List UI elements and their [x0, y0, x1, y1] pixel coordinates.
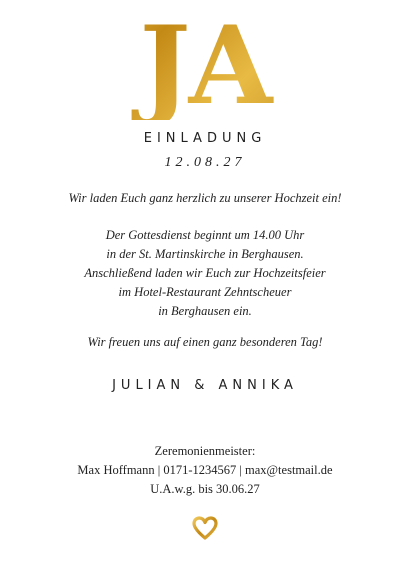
details-line: Der Gottesdienst beginnt um 14.00 Uhr [105, 228, 305, 242]
contact-block [0, 442, 410, 499]
details-line: Anschließend laden wir Euch zur Hochzeitsfeier [84, 266, 326, 280]
contact-title: Zeremonienmeister: [154, 444, 256, 458]
details-line: im Hotel-Restaurant Zehntscheuer [118, 285, 292, 299]
invitation-heading: EINLADUNG [143, 131, 267, 146]
monogram: JA [0, 12, 410, 120]
ceremony-details [0, 226, 410, 321]
closing-text: Wir freuen uns auf einen ganz besonderen Tag! [87, 335, 323, 349]
couple-names: JULIAN & ANNIKA [112, 378, 298, 393]
intro-text: Wir laden Euch ganz herzlich zu unserer Hochzeit ein! [68, 191, 342, 205]
wedding-date: 12.08.27 [164, 155, 246, 170]
contact-line: Max Hoffmann | 0171-1234567 | max@testmail.de [77, 463, 333, 477]
details-line: in Berghausen ein. [158, 304, 252, 318]
heart-icon [191, 515, 219, 541]
details-line: in der St. Martinskirche in Berghausen. [106, 247, 304, 261]
rsvp-line: U.A.w.g. bis 30.06.27 [150, 482, 260, 496]
